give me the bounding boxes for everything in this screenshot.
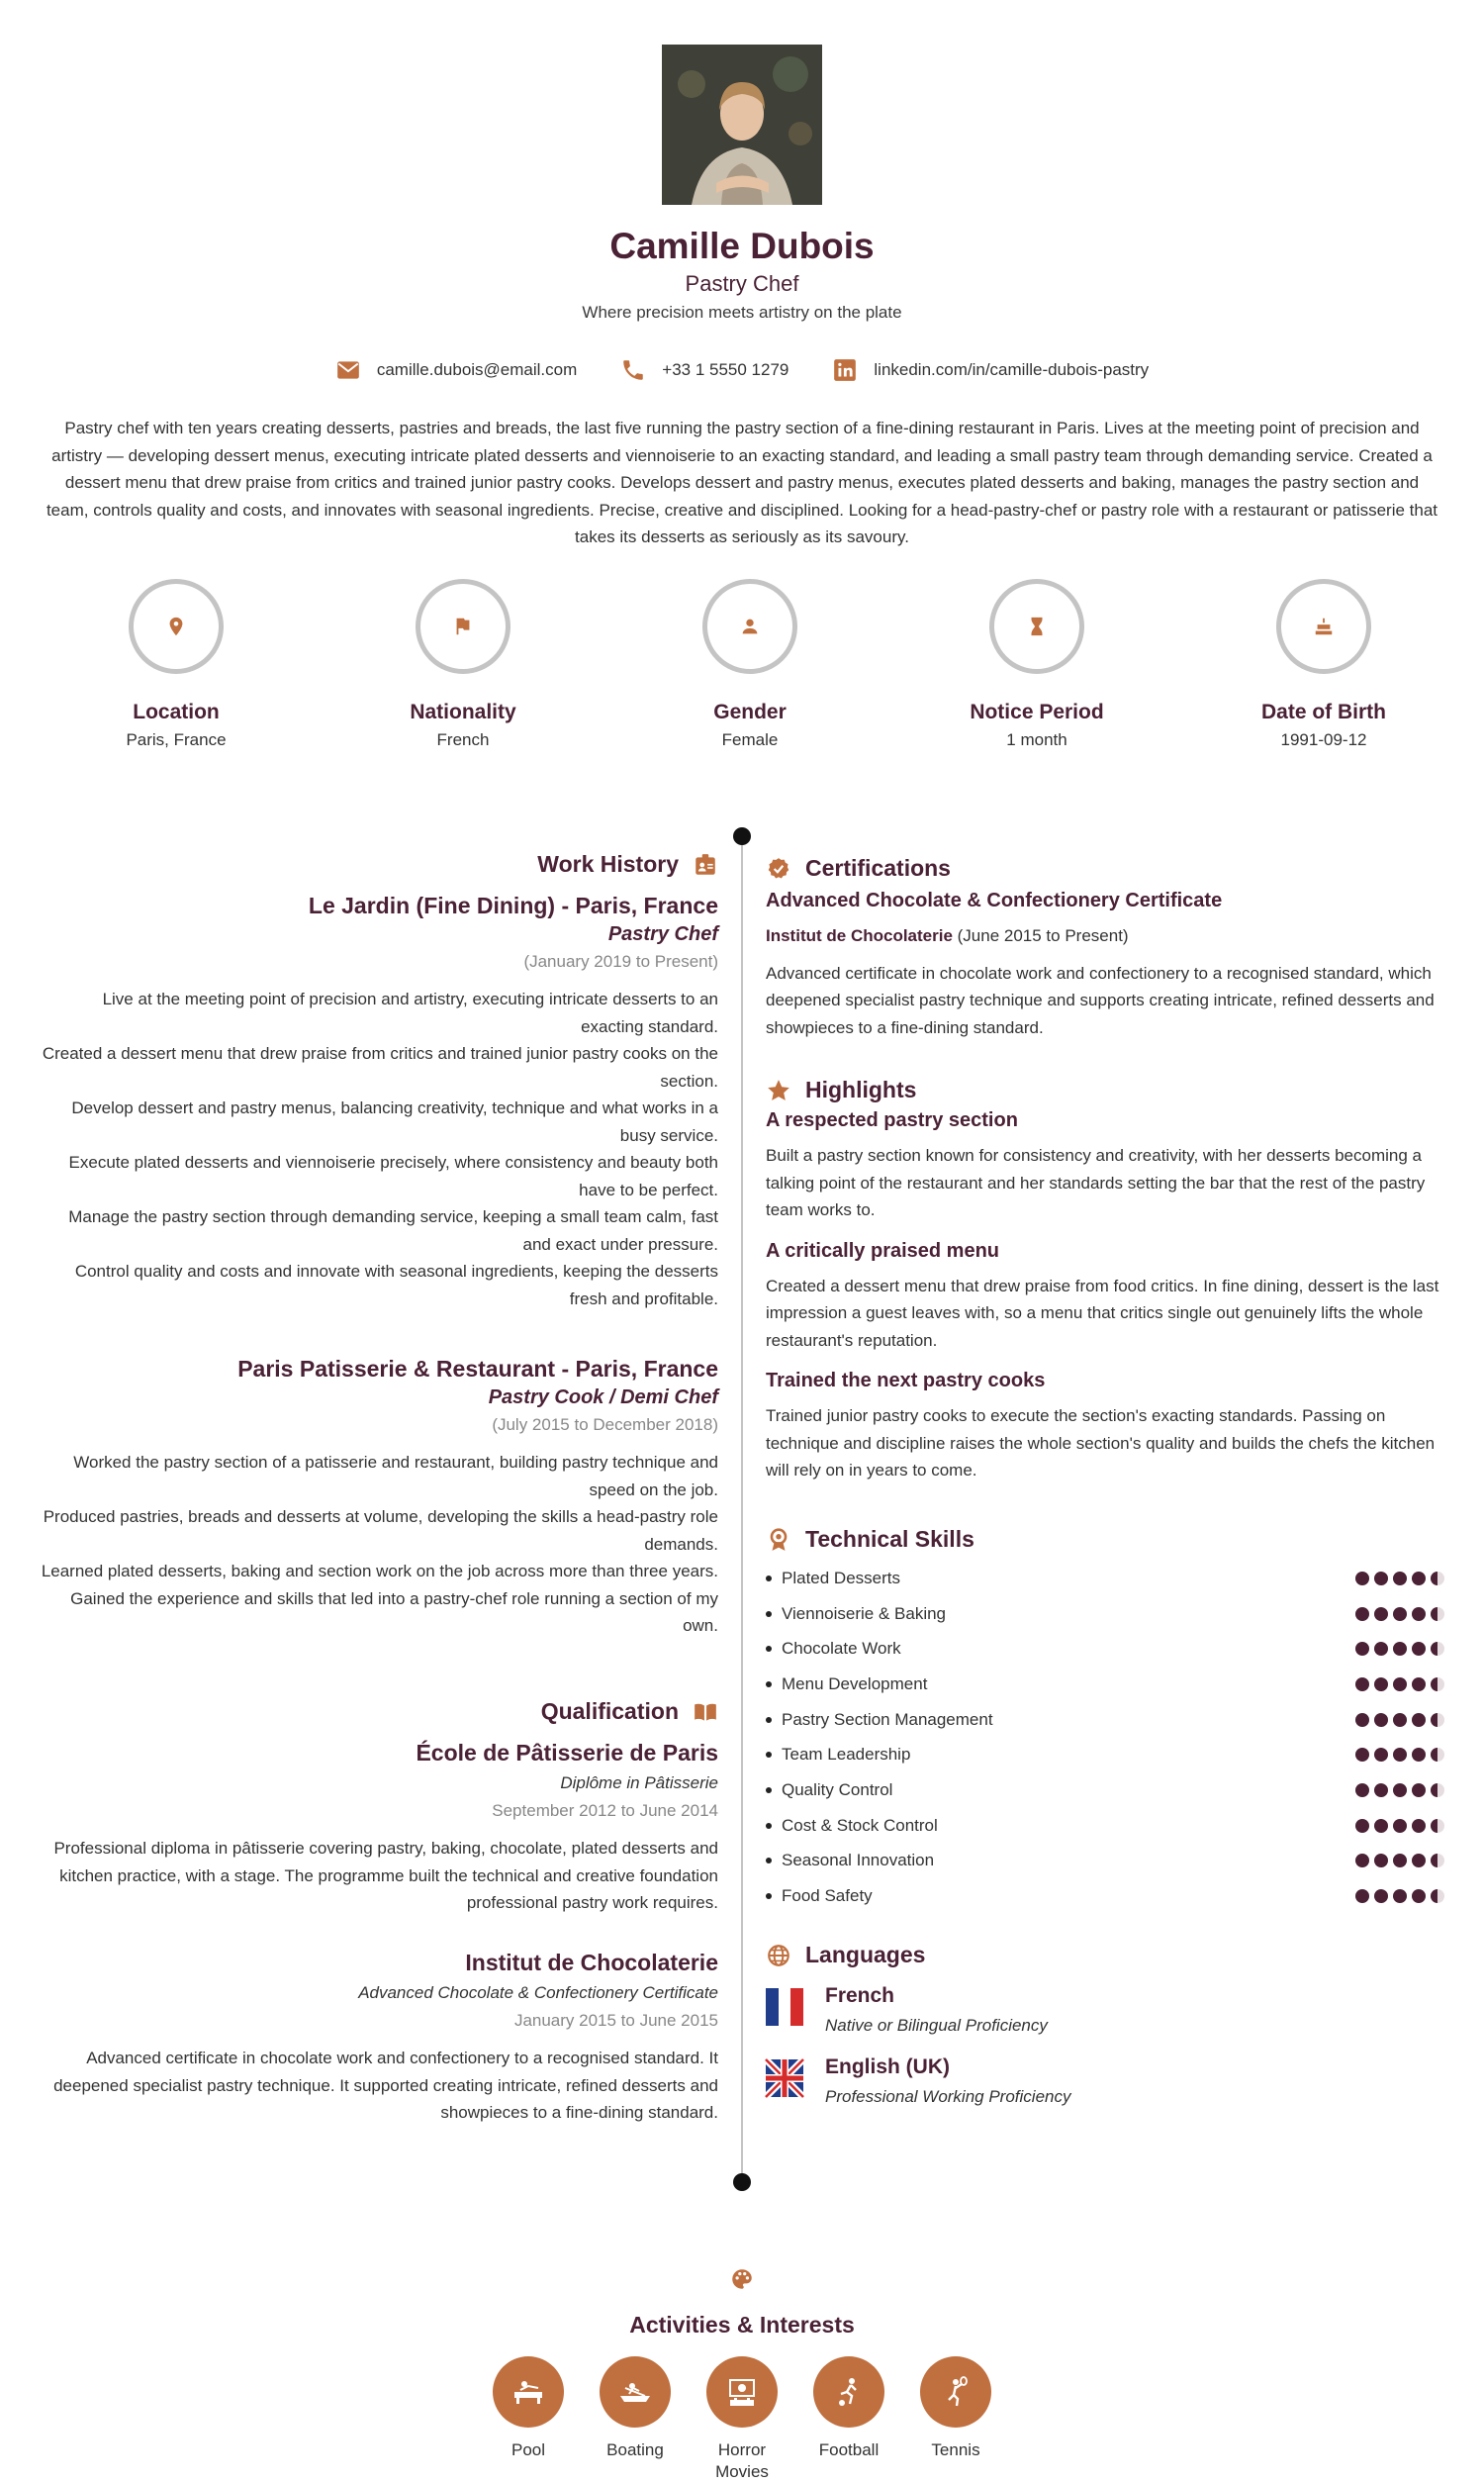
languages-heading xyxy=(766,1942,1444,1968)
education-description: Professional diploma in pâtisserie covering pastry, baking, chocolate, plated desserts and kitchen practice, with a stage. The programme built the technical and creative foundation professional pastry work requires. xyxy=(53,1839,718,1912)
email-text[interactable]: camille.dubois@email.com xyxy=(376,360,578,379)
certifications-section xyxy=(766,855,1444,1041)
rating-dot xyxy=(1431,1819,1444,1833)
flag-icon xyxy=(452,616,474,637)
rating-dot xyxy=(1431,1607,1444,1621)
rating-dot xyxy=(1355,1889,1369,1903)
uk-flag-icon xyxy=(766,2059,803,2097)
rating-dot xyxy=(1374,1713,1388,1727)
rating-dot xyxy=(1355,1748,1369,1762)
rating-dot xyxy=(1355,1572,1369,1585)
highlights-heading xyxy=(766,1077,1444,1103)
rating-dot xyxy=(1374,1783,1388,1797)
certifications-heading xyxy=(766,855,1444,882)
skill-name: Food Safety xyxy=(766,1886,873,1906)
rating-dot xyxy=(1412,1783,1426,1797)
skill-name: Cost & Stock Control xyxy=(766,1816,938,1836)
rating-dot xyxy=(1412,1854,1426,1867)
certification-description: Advanced certificate in chocolate work and confectionery to a recognised standard, which deepened specialist pastry technique and supports creating intricate, refined desserts and showpieces to a fine-dining standard. xyxy=(766,963,1435,1037)
rating-dot xyxy=(1374,1748,1388,1762)
rating-dot xyxy=(1431,1783,1444,1797)
education-school: École de Pâtisserie de Paris xyxy=(416,1740,718,1766)
job-bullet: Manage the pastry section through demanding service, keeping a small team calm, fast and exact under pressure. xyxy=(68,1207,718,1254)
work-history-heading xyxy=(40,851,718,878)
skill-name: Viennoiserie & Baking xyxy=(766,1604,946,1624)
info-gender xyxy=(641,579,859,750)
skill-rating xyxy=(1355,1713,1444,1727)
info-nationality xyxy=(354,579,572,750)
info-date-of-birth xyxy=(1215,579,1433,750)
contact-phone[interactable] xyxy=(620,357,788,383)
education-entry xyxy=(40,1740,718,1917)
book-icon xyxy=(693,1699,718,1725)
rating-dot xyxy=(1374,1572,1388,1585)
rating-dot xyxy=(1374,1819,1388,1833)
job-bullet: Learned plated desserts, baking and section work on the job across more than three years. xyxy=(41,1562,718,1580)
education-degree: Diplôme in Pâtisserie xyxy=(560,1773,718,1792)
phone-text[interactable]: +33 1 5550 1279 xyxy=(662,360,789,379)
skill-rating xyxy=(1355,1783,1444,1797)
skill-row xyxy=(766,1702,1444,1738)
rating-dot xyxy=(1431,1677,1444,1691)
job-company: Paris Patisserie & Restaurant - Paris, France xyxy=(237,1356,718,1382)
activities-list xyxy=(0,2356,1484,2483)
skill-row xyxy=(766,1844,1444,1879)
highlight-description: Created a dessert menu that drew praise from food critics. In fine dining, dessert is the last impression a guest leaves with, so a menu that critics single out genuinely lifts the whole restaurant's reputation. xyxy=(766,1276,1439,1350)
skill-name: Chocolate Work xyxy=(766,1639,901,1659)
education-description: Advanced certificate in chocolate work and confectionery to a recognised standard. It deepened specialist pastry technique. It supported creating intricate, refined desserts and showpieces to a fine-dining standard. xyxy=(53,2049,718,2122)
rating-dot xyxy=(1431,1572,1444,1585)
certification-dates: (June 2015 to Present) xyxy=(952,926,1129,945)
education-degree: Advanced Chocolate & Confectionery Certificate xyxy=(358,1983,718,2002)
contact-linkedin[interactable] xyxy=(832,357,1149,383)
highlight-description: Trained junior pastry cooks to execute the section's exacting standards. Passing on technique and discipline raises the whole section's quality and builds the chefs the kitchen will rely on in years to come. xyxy=(766,1406,1436,1480)
pool-icon xyxy=(509,2372,548,2412)
education-dates: January 2015 to June 2015 xyxy=(513,2011,718,2030)
linkedin-text[interactable]: linkedin.com/in/camille-dubois-pastry xyxy=(874,360,1150,379)
timeline-end-dot xyxy=(733,2173,751,2191)
job-bullet: Produced pastries, breads and desserts at volume, developing the skills a head-pastry role demands. xyxy=(43,1507,718,1554)
job-dates: (July 2015 to December 2018) xyxy=(492,1415,718,1434)
rating-dot xyxy=(1355,1819,1369,1833)
job-bullets xyxy=(40,986,718,1312)
activity-item xyxy=(600,2356,671,2483)
skill-rating xyxy=(1355,1889,1444,1903)
skill-rating xyxy=(1355,1677,1444,1691)
rating-dot xyxy=(1393,1677,1407,1691)
rating-dot xyxy=(1431,1713,1444,1727)
rating-dot xyxy=(1393,1854,1407,1867)
qualification-heading xyxy=(40,1698,718,1725)
job-bullet: Gained the experience and skills that led into a pastry-chef role running a section of my own. xyxy=(70,1588,718,1635)
info-label: Location xyxy=(133,701,220,723)
rating-dot xyxy=(1374,1854,1388,1867)
job-entry xyxy=(40,1356,718,1640)
rating-dot xyxy=(1412,1889,1426,1903)
section-title: Qualification xyxy=(540,1698,679,1724)
certificate-badge-icon xyxy=(766,856,791,882)
rating-dot xyxy=(1412,1642,1426,1656)
info-label: Nationality xyxy=(410,701,516,723)
email-icon xyxy=(335,357,361,383)
person-icon xyxy=(739,616,761,637)
rating-dot xyxy=(1393,1713,1407,1727)
skill-rating xyxy=(1355,1854,1444,1867)
rating-dot xyxy=(1355,1713,1369,1727)
certification-issuer-line xyxy=(766,922,1444,950)
language-level: Native or Bilingual Proficiency xyxy=(825,2016,1048,2035)
contact-email[interactable] xyxy=(335,357,577,383)
work-history-section xyxy=(40,851,718,878)
activity-label: Horror Movies xyxy=(715,2440,769,2481)
activity-label: Boating xyxy=(606,2440,664,2459)
job-bullet: Control quality and costs and innovate with seasonal ingredients, keeping the desserts fresh and profitable. xyxy=(74,1262,718,1308)
skill-name: Quality Control xyxy=(766,1780,892,1800)
section-title: Highlights xyxy=(805,1077,917,1102)
skill-row xyxy=(766,1878,1444,1914)
rating-dot xyxy=(1355,1642,1369,1656)
job-bullet: Worked the pastry section of a patisserie and restaurant, building pastry technique and speed on the job. xyxy=(73,1453,718,1499)
timeline-start-dot xyxy=(733,827,751,845)
skill-row xyxy=(766,1561,1444,1596)
rating-dot xyxy=(1431,1642,1444,1656)
highlight-title: Trained the next pastry cooks xyxy=(766,1370,1046,1391)
boating-icon xyxy=(615,2372,655,2412)
rating-dot xyxy=(1393,1783,1407,1797)
rating-dot xyxy=(1355,1854,1369,1867)
skill-rating xyxy=(1355,1819,1444,1833)
rating-dot xyxy=(1412,1607,1426,1621)
rating-dot xyxy=(1412,1677,1426,1691)
phone-icon xyxy=(620,357,646,383)
activity-item xyxy=(493,2356,564,2483)
skill-rating xyxy=(1355,1748,1444,1762)
info-value: 1991-09-12 xyxy=(1280,730,1367,749)
qualification-section xyxy=(40,1698,718,1725)
award-ribbon-icon xyxy=(766,1527,791,1553)
skill-rating xyxy=(1355,1642,1444,1656)
info-label: Notice Period xyxy=(970,701,1104,723)
language-item xyxy=(766,2055,1444,2107)
section-title: Languages xyxy=(805,1942,926,1967)
certification-issuer: Institut de Chocolaterie xyxy=(766,926,953,945)
info-label: Gender xyxy=(713,701,787,723)
activities-heading: Activities & Interests xyxy=(629,2312,855,2338)
profile-photo xyxy=(662,45,822,205)
candidate-name: Camille Dubois xyxy=(609,226,875,266)
info-value: French xyxy=(436,730,490,749)
rating-dot xyxy=(1393,1748,1407,1762)
skill-name: Seasonal Innovation xyxy=(766,1851,934,1870)
language-name: English (UK) xyxy=(825,2055,950,2078)
education-dates: September 2012 to June 2014 xyxy=(492,1801,718,1820)
highlight-description: Built a pastry section known for consistency and creativity, with her desserts becoming a talking point of the restaurant and her standards setting the bar that the rest of the pastry team works to. xyxy=(766,1146,1426,1219)
highlights-section xyxy=(766,1077,1444,1484)
highlight-title: A critically praised menu xyxy=(766,1239,1000,1262)
rating-dot xyxy=(1374,1607,1388,1621)
rating-dot xyxy=(1393,1819,1407,1833)
activity-item xyxy=(920,2356,991,2483)
rating-dot xyxy=(1412,1713,1426,1727)
linkedin-icon xyxy=(832,357,858,383)
education-entry xyxy=(40,1950,718,2127)
job-role: Pastry Cook / Demi Chef xyxy=(488,1386,718,1408)
activity-label: Football xyxy=(818,2440,880,2459)
activity-item xyxy=(706,2356,778,2483)
skill-name: Pastry Section Management xyxy=(766,1710,993,1730)
info-location xyxy=(67,579,285,750)
rating-dot xyxy=(1374,1889,1388,1903)
tennis-icon xyxy=(936,2372,975,2412)
language-item xyxy=(766,1984,1444,2036)
star-icon xyxy=(766,1078,791,1103)
activity-item xyxy=(813,2356,884,2483)
language-level: Professional Working Proficiency xyxy=(825,2087,1071,2106)
section-title: Certifications xyxy=(805,855,951,881)
contact-bar xyxy=(0,357,1484,383)
globe-icon xyxy=(766,1943,791,1968)
activity-label: Tennis xyxy=(931,2440,980,2459)
profile-summary: Pastry chef with ten years creating desserts, pastries and breads, the last five running the pastry section of a fine-dining restaurant in Paris. Lives at the meeting point of precision and artistry — developing dessert menus, executing intricate plated desserts and viennoiserie to an exacting standard, and leading a small pastry team through demanding service. Created a dessert menu that drew praise from critics and trained junior pastry cooks. Develops dessert and pastry menus, executes plated desserts and baking, manages the pastry section and team, controls quality and costs, and innovates with seasonal ingredients. Precise, creative and disciplined. Looking for a head-pastry-chef or pastry role with a restaurant or patisserie that takes its desserts as seriously as its savoury. xyxy=(46,419,1438,546)
rating-dot xyxy=(1431,1854,1444,1867)
job-bullets xyxy=(40,1449,718,1640)
timeline-divider xyxy=(741,827,743,2181)
section-title: Technical Skills xyxy=(805,1526,974,1552)
languages-list xyxy=(766,1984,1444,2107)
job-bullet: Created a dessert menu that drew praise from critics and trained junior pastry cooks on the section. xyxy=(42,1044,718,1091)
rating-dot xyxy=(1393,1607,1407,1621)
skill-row xyxy=(766,1631,1444,1667)
skills-list xyxy=(766,1561,1444,1914)
languages-section xyxy=(766,1942,1444,2127)
job-bullet: Develop dessert and pastry menus, balancing creativity, technique and what works in a busy service. xyxy=(71,1098,718,1145)
rating-dot xyxy=(1412,1748,1426,1762)
palette-icon xyxy=(729,2266,755,2292)
job-dates: (January 2019 to Present) xyxy=(523,952,718,971)
education-school: Institut de Chocolaterie xyxy=(465,1950,718,1975)
job-company: Le Jardin (Fine Dining) - Paris, France xyxy=(308,893,718,918)
rating-dot xyxy=(1412,1572,1426,1585)
section-title: Work History xyxy=(537,851,679,877)
rating-dot xyxy=(1393,1889,1407,1903)
birthday-cake-icon xyxy=(1313,616,1335,637)
rating-dot xyxy=(1355,1677,1369,1691)
technical-skills-heading xyxy=(766,1526,1444,1553)
skill-name: Menu Development xyxy=(766,1674,927,1694)
skill-row xyxy=(766,1596,1444,1632)
info-notice-period xyxy=(928,579,1146,750)
skill-row xyxy=(766,1772,1444,1808)
job-bullet: Live at the meeting point of precision and artistry, executing intricate desserts to an exacting standard. xyxy=(102,990,718,1036)
job-entry xyxy=(40,893,718,1312)
france-flag-icon xyxy=(766,1988,803,2026)
skill-row xyxy=(766,1667,1444,1702)
job-title: Pastry Chef xyxy=(685,271,799,296)
technical-skills-section xyxy=(766,1526,1444,1914)
info-value: 1 month xyxy=(1006,730,1067,749)
skill-row xyxy=(766,1737,1444,1772)
rating-dot xyxy=(1412,1819,1426,1833)
rating-dot xyxy=(1431,1889,1444,1903)
info-value: Paris, France xyxy=(126,730,227,749)
skill-name: Plated Desserts xyxy=(766,1569,900,1588)
location-pin-icon xyxy=(165,616,187,637)
job-role: Pastry Chef xyxy=(607,923,718,945)
rating-dot xyxy=(1393,1642,1407,1656)
tagline: Where precision meets artistry on the plate xyxy=(582,303,902,322)
football-icon xyxy=(829,2372,869,2412)
rating-dot xyxy=(1355,1607,1369,1621)
certification-title: Advanced Chocolate & Confectionery Certificate xyxy=(766,890,1223,911)
rating-dot xyxy=(1374,1677,1388,1691)
skill-rating xyxy=(1355,1572,1444,1585)
hourglass-icon xyxy=(1026,616,1048,637)
rating-dot xyxy=(1355,1783,1369,1797)
skill-name: Team Leadership xyxy=(766,1745,910,1765)
skill-rating xyxy=(1355,1607,1444,1621)
activities-section xyxy=(0,2266,1484,2483)
activity-label: Pool xyxy=(510,2440,546,2459)
rating-dot xyxy=(1374,1642,1388,1656)
rating-dot xyxy=(1393,1572,1407,1585)
job-bullet: Execute plated desserts and viennoiserie precisely, where consistency and beauty both have to be perfect. xyxy=(68,1153,718,1199)
language-name: French xyxy=(825,1984,895,2007)
movie-icon xyxy=(722,2372,762,2412)
skill-row xyxy=(766,1808,1444,1844)
info-value: Female xyxy=(721,730,779,749)
rating-dot xyxy=(1431,1748,1444,1762)
info-label: Date of Birth xyxy=(1261,701,1386,723)
highlight-title: A respected pastry section xyxy=(766,1109,1018,1131)
id-badge-icon xyxy=(693,852,718,878)
